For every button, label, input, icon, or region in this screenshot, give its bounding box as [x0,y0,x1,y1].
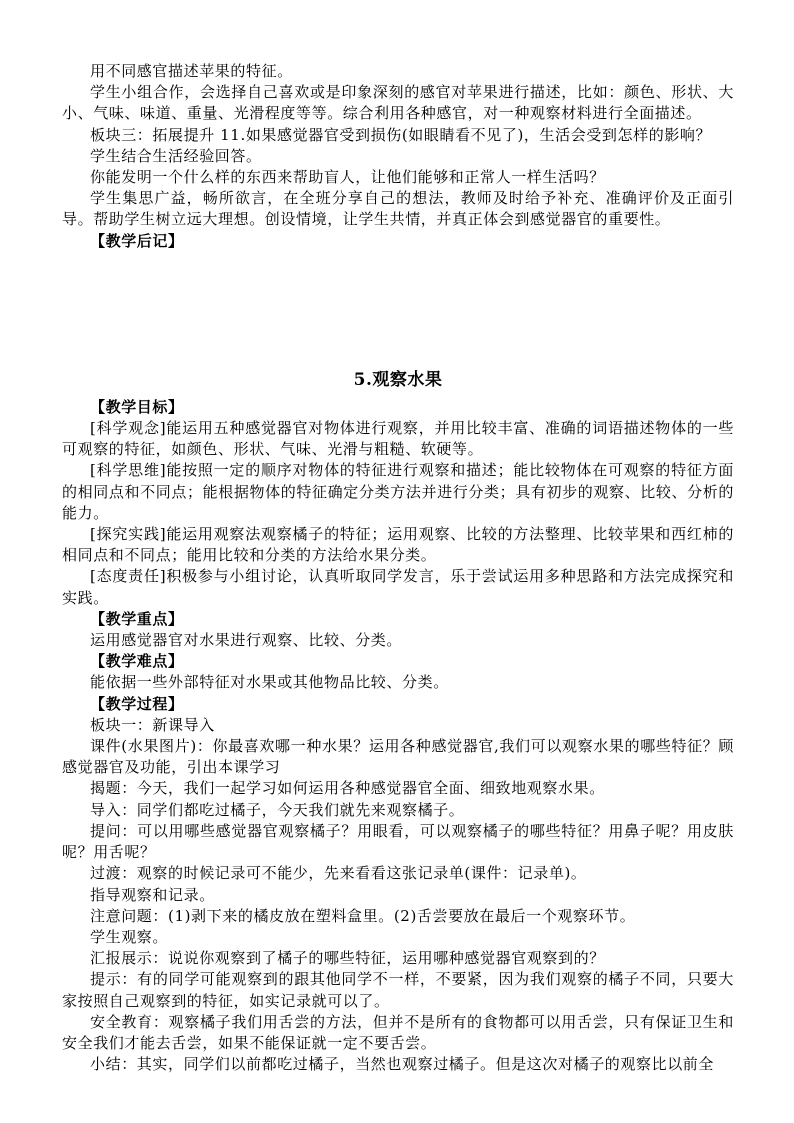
difficulty-text: 能依据一些外部特征对水果或其他物品比较、分类。 [90,673,449,692]
process-item: 学生观察。 [90,927,169,946]
paragraph: 板块三：拓展提升 11.如果感觉器官受到损伤(如眼睛看不见了)，生活会受到怎样的影响？ [90,125,712,144]
process-item: 安全教育：观察橘子我们用舌尝的方法，但并不是所有的食物都可以用舌尝，只有保证卫生和安全我们才能去舌尝，如果不能保证就一定不要舌尝。 [62,1012,734,1052]
process-heading: 【教学过程】 [90,694,184,713]
process-item: 提问：可以用哪些感觉器官观察橘子？用眼看，可以观察橘子的哪些特征？用鼻子呢？用皮肤呢？用舌呢？ [62,821,734,862]
paragraph: 用不同感官描述苹果的特征。 [90,62,293,80]
key-text: 运用感觉器官对水果进行观察、比较、分类。 [90,631,403,650]
paragraph: 学生结合生活经验回答。 [90,146,262,165]
lesson-title: 5.观察水果 [353,369,443,390]
process-item: 小结：其实，同学们以前都吃过橘子，当然也观察过橘子。但是这次对橘子的观察比以前全 [90,1055,715,1074]
process-item: 指导观察和记录。 [90,885,215,904]
process-item: 提示：有的同学可能观察到的跟其他同学不一样，不要紧，因为我们观察的橘子不同，只要大家按照自己观察到的特征，如实记录就可以了。 [62,970,734,1010]
afterword-heading: 【教学后记】 [90,231,184,250]
goal-item: [科学思维]能按照一定的顺序对物体的特征进行观察和描述；能比较物体在可观察的特征方面的相同点和不同点；能根据物体的特征确定分类方法并进行分类；具有初步的观察、比较、分析的能力。 [62,461,734,522]
goals-heading: 【教学目标】 [90,397,184,416]
process-item: 注意问题：(1)剥下来的橘皮放在塑料盒里。(2)舌尝要放在最后一个观察环节。 [90,906,636,925]
process-item: 课件(水果图片)：你最喜欢哪一种水果？运用各种感觉器官,我们可以观察水果的哪些特征？顾感觉器官及功能，引出本课学习 [62,737,734,777]
process-item: 导入：同学们都吃过橘子，今天我们就先来观察橘子。 [90,800,465,819]
goal-item: [科学观念]能运用五种感觉器官对物体进行观察，并用比较丰富、准确的词语描述物体的一些可观察的特征，如颜色、形状、气味、光滑与粗糙、软硬等。 [62,419,734,459]
document-body [62,61,734,1075]
paragraph: 你能发明一个什么样的东西来帮助盲人，让他们能够和正常人一样生活吗？ [90,168,605,187]
goal-item: [态度责任]积极参与小组讨论，认真听取同学发言，乐于尝试运用多种思路和方法完成探究和实践。 [62,567,734,607]
blank-space [62,252,734,368]
process-item: 板块一：新课导入 [90,715,215,734]
paragraph: 学生小组合作，会选择自己喜欢或是印象深刻的感官对苹果进行描述，比如：颜色、形状、大小、气味、味道、重量、光滑程度等等。综合利用各种感官，对一种观察材料进行全面描述。 [62,83,734,123]
key-heading: 【教学重点】 [90,609,184,628]
paragraph: 学生集思广益，畅所欲言，在全班分享自己的想法，教师及时给予补充、准确评价及正面引导。帮助学生树立远大理想。创设情境，让学生共情，并真正体会到感觉器官的重要性。 [62,189,734,229]
process-item: 汇报展示：说说你观察到了橘子的哪些特征，运用哪种感觉器官观察到的？ [90,949,605,968]
process-item: 过渡：观察的时候记录可不能少，先来看看这张记录单(课件：记录单)。 [90,864,587,883]
process-item: 揭题：今天，我们一起学习如何运用各种感觉器官全面、细致地观察水果。 [90,779,605,798]
goal-item: [探究实践]能运用观察法观察橘子的特征；运用观察、比较的方法整理、比较苹果和西红柿的相同点和不同点；能用比较和分类的方法给水果分类。 [62,525,734,565]
difficulty-heading: 【教学难点】 [90,652,184,671]
